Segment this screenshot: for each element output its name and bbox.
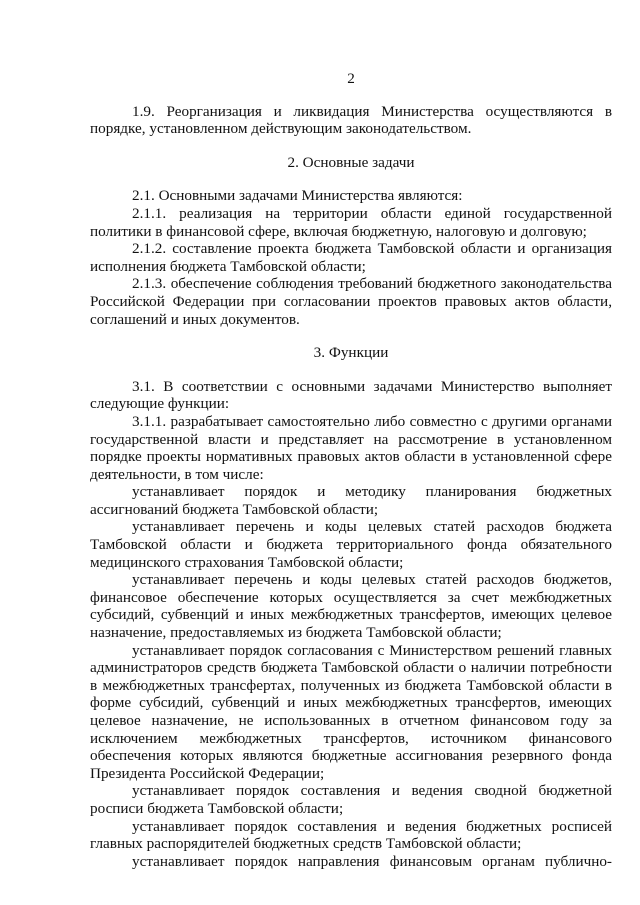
list-item-approval-procedure: устанавливает порядок согласования с Министерством решений главных администраторов средств бюджета Тамбовской области о наличии потребности в межбюджетных трансфертах, полученных из бюджета Тамбовской области в форме субсидий, субвенций и иных межбюджетных трансфертов, имеющих целевое назначение, не использованных в отчетном финансовом году за исключением межбюджетных трансфертов, источником финансового обеспечения которых являются бюджетные ассигнования резервного фонда Президента Российской Федерации; xyxy=(90,641,612,782)
paragraph-2-1-1: 2.1.1. реализация на территории области единой государственной политики в финансовой сфере, включая бюджетную, налоговую и долговую; xyxy=(90,204,612,240)
document-page xyxy=(90,70,612,870)
paragraph-2-1-3: 2.1.3. обеспечение соблюдения требований бюджетного законодательства Российской Федерации при согласовании проектов правовых актов области, соглашений и иных документов. xyxy=(90,275,612,328)
list-item-planning-methodology: устанавливает порядок и методику планирования бюджетных ассигнований бюджета Тамбовской области; xyxy=(90,483,612,518)
list-item-budget-lists-managers: устанавливает порядок составления и ведения бюджетных росписей главных распорядителей бюджетных средств Тамбовской области; xyxy=(90,817,612,853)
list-item-direction-procedure: устанавливает порядок направления финансовым органам публично- xyxy=(132,852,612,870)
paragraph-2-1-2: 2.1.2. составление проекта бюджета Тамбовской области и организация исполнения бюджета Тамбовской области; xyxy=(90,240,612,275)
paragraph-1-9: 1.9. Реорганизация и ликвидация Министерства осуществляются в порядке, установленном действующим законодательством. xyxy=(90,102,612,138)
page-number: 2 xyxy=(347,70,355,87)
paragraph-2-1: 2.1. Основными задачами Министерства являются: xyxy=(132,187,463,205)
paragraph-3-1: 3.1. В соответствии с основными задачами Министерство выполняет следующие функции: xyxy=(90,377,612,413)
list-item-consolidated-budget-list: устанавливает порядок составления и ведения сводной бюджетной росписи бюджета Тамбовской области; xyxy=(90,782,612,817)
list-item-target-articles-codes: устанавливает перечень и коды целевых статей расходов бюджета Тамбовской области и бюджета территориального фонда обязательного медицинского страхования Тамбовской области; xyxy=(90,518,612,571)
section-heading-functions: 3. Функции xyxy=(313,344,389,362)
paragraph-3-1-1: 3.1.1. разрабатывает самостоятельно либо совместно с другими органами государственной власти и представляет на рассмотрение в установленном порядке проекты нормативных правовых актов области в установленной сфере деятельности, в том числе: xyxy=(90,412,612,483)
list-item-interbudget-transfers-codes: устанавливает перечень и коды целевых статей расходов бюджетов, финансовое обеспечение которых осуществляется за счет межбюджетных субсидий, субвенций и иных межбюджетных трансфертов, имеющих целевое назначение, предоставляемых из бюджета Тамбовской области; xyxy=(90,571,612,642)
section-heading-main-tasks: 2. Основные задачи xyxy=(287,153,415,171)
